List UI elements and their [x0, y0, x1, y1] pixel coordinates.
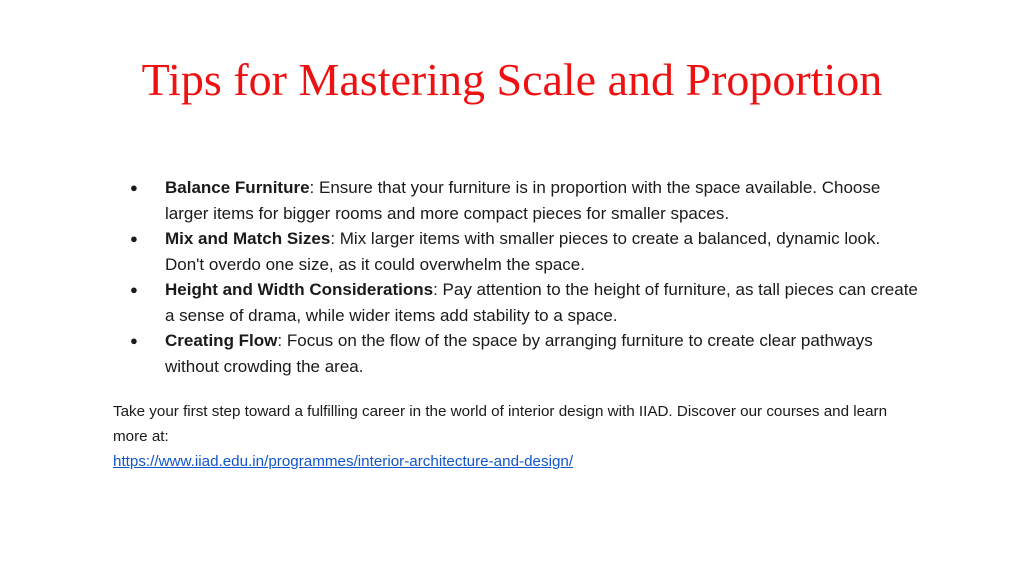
- bullet-text: : Mix larger items with smaller pieces to create a balanced, dynamic look. Don't overdo one size, as it could overwhelm the space.: [165, 229, 881, 274]
- tips-list: [130, 175, 920, 379]
- bullet-term: Creating Flow: [165, 331, 278, 350]
- bullet-text: : Ensure that your furniture is in proportion with the space available. Choose larger items for bigger rooms and more compact pieces for smaller spaces.: [165, 178, 881, 223]
- bullet-text: : Pay attention to the height of furniture, as tall pieces can create a sense of drama, while wider items add stability to a space.: [165, 280, 918, 325]
- promo-text: Take your first step toward a fulfilling career in the world of interior design with IIAD. Discover our courses and learn more at:: [113, 403, 888, 445]
- bullet-icon: ●: [130, 180, 138, 195]
- promo-paragraph: [113, 399, 913, 474]
- bullet-icon: ●: [130, 333, 138, 348]
- list-item: [130, 226, 920, 277]
- list-item: [130, 175, 920, 226]
- bullet-term: Balance Furniture: [165, 178, 310, 197]
- programme-link[interactable]: https://www.iiad.edu.in/programmes/interior-architecture-and-design/: [113, 453, 574, 470]
- bullet-term: Height and Width Considerations: [165, 280, 434, 299]
- slide-title: Tips for Mastering Scale and Proportion: [141, 54, 883, 105]
- bullet-text: : Focus on the flow of the space by arranging furniture to create clear pathways without crowding the area.: [165, 331, 873, 376]
- bullet-icon: ●: [130, 282, 138, 297]
- list-item: [130, 328, 920, 379]
- bullet-term: Mix and Match Sizes: [165, 229, 331, 248]
- list-item: [130, 277, 920, 328]
- bullet-icon: ●: [130, 231, 138, 246]
